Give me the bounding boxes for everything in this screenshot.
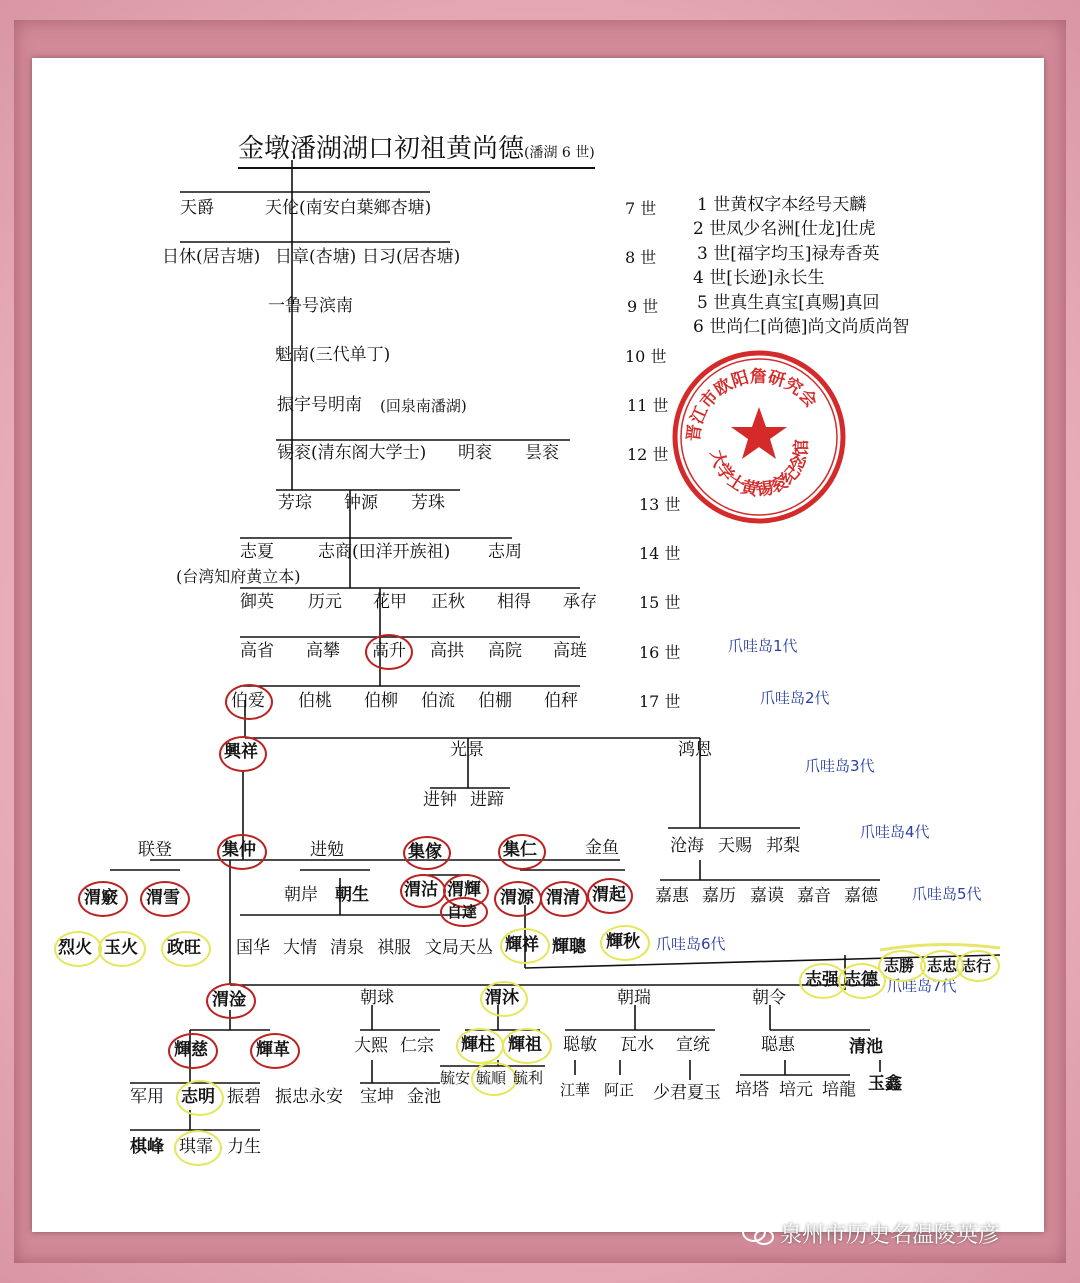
person-name: 嘉德	[844, 886, 878, 906]
highlight-circle	[838, 963, 886, 999]
person-name: 渭源	[500, 888, 534, 908]
person-name: 渭沐	[485, 988, 519, 1008]
watermark-text: 泉州市历史名温陵英彦	[780, 1223, 1001, 1248]
person-name: 金鱼	[585, 838, 619, 858]
person-name: 志德	[844, 970, 878, 990]
person-name: 国华	[236, 938, 270, 958]
chart-title: 金墩潘湖湖口初祖黄尚德(潘湖 6 世)	[238, 128, 595, 169]
generation-label: 9 世	[627, 297, 659, 316]
lineage-note: 1 世黄权字本经号天麟	[697, 195, 867, 215]
highlight-circle	[78, 881, 128, 917]
person-name: 伯流	[421, 691, 455, 711]
java-generation-label: 爪哇岛6代	[656, 935, 726, 953]
java-generation-label: 爪哇岛2代	[760, 689, 830, 707]
person-name: 钟源	[344, 493, 378, 513]
person-name: 朝岸	[284, 885, 318, 905]
person-name: 渭淦	[212, 990, 246, 1010]
person-name: 毓順	[476, 1069, 507, 1087]
person-name: 渭沽	[404, 880, 438, 900]
person-name: 联登	[138, 840, 172, 860]
highlight-circle	[494, 881, 542, 917]
person-name: 嘉历	[702, 886, 736, 906]
person-name: 集傢	[408, 842, 442, 862]
highlight-circle	[250, 1033, 300, 1069]
highlight-circle	[176, 1080, 224, 1116]
person-name: 自達	[447, 903, 478, 921]
highlight-circle	[140, 881, 190, 917]
highlight-circle	[403, 836, 451, 870]
person-name: 集仁	[503, 840, 537, 860]
person-name: 日章(杏塘)	[275, 247, 357, 267]
person-name: 嘉音	[797, 886, 831, 906]
person-name: 进钟	[423, 790, 457, 810]
person-name: 承存	[563, 592, 597, 612]
person-name: 高省	[240, 641, 274, 661]
person-name: 朝令	[752, 988, 786, 1008]
person-name: 志商(田洋开族祖)	[318, 542, 451, 562]
person-name: 志强	[805, 970, 839, 990]
person-name: 渭雪	[146, 888, 180, 908]
person-name: 少君夏玉	[653, 1083, 721, 1103]
generation-label: 10 世	[625, 347, 667, 366]
person-name: 輝祥	[505, 935, 539, 955]
person-name: 宝坤	[360, 1087, 394, 1107]
svg-text:大学士黄锡衮纪念馆: 大学士黄锡衮纪念馆	[705, 439, 813, 501]
person-name: 明衮	[458, 443, 492, 463]
person-name: 祺服	[377, 938, 411, 958]
person-name: 志勝	[884, 957, 915, 975]
person-name: 昙衮	[525, 443, 559, 463]
person-name: 伯柳	[364, 691, 398, 711]
person-name: 朝球	[360, 988, 394, 1008]
person-name: 興祥	[224, 742, 258, 762]
highlight-circle	[471, 1062, 517, 1096]
person-name: 振碧	[227, 1087, 261, 1107]
person-name: 力生	[227, 1137, 261, 1157]
person-name: 高琏	[553, 641, 587, 661]
highlight-circle	[365, 634, 413, 670]
generation-label: 8 世	[625, 248, 657, 267]
person-name: 一鲁号滨南	[268, 296, 353, 316]
person-name: 輝秋	[606, 932, 640, 952]
person-name: 聪惠	[761, 1035, 795, 1055]
person-name: 玉火	[104, 938, 138, 958]
person-name: 鸿恩	[678, 740, 712, 760]
person-name: 仁宗	[400, 1036, 434, 1056]
highlight-circle	[400, 874, 446, 908]
highlight-circle	[956, 950, 1000, 982]
person-name: 文局天丛	[425, 938, 493, 958]
person-name: 清泉	[330, 938, 364, 958]
person-name: 培龍	[822, 1080, 856, 1100]
highlight-circle	[600, 925, 650, 961]
person-name: 邦梨	[766, 836, 800, 856]
person-name: 高拱	[430, 641, 464, 661]
generation-label: 14 世	[639, 544, 681, 563]
person-name: 阿正	[604, 1081, 635, 1099]
person-name: 日习(居杏塘)	[362, 247, 461, 267]
highlight-circle	[456, 1028, 504, 1064]
person-name: 志忠	[927, 957, 958, 975]
person-name: 大情	[283, 938, 317, 958]
person-name: 嘉惠	[655, 886, 689, 906]
wechat-icon	[741, 1221, 775, 1247]
person-name: 花甲	[373, 592, 407, 612]
star-icon	[731, 407, 787, 459]
java-generation-label: 爪哇岛1代	[728, 637, 798, 655]
highlight-circle	[98, 931, 146, 967]
person-name: 輝革	[256, 1040, 290, 1060]
person-name: 高院	[488, 641, 522, 661]
person-name: 志明	[181, 1087, 215, 1107]
person-name: 聪敏	[563, 1035, 597, 1055]
person-name: 渭清	[546, 888, 580, 908]
person-note: (台湾知府黄立本)	[176, 567, 301, 586]
lineage-note: 4 世[长逊]永长生	[693, 268, 825, 288]
person-name: 伯秤	[544, 691, 578, 711]
java-generation-label: 爪哇岛4代	[860, 823, 930, 841]
person-name: 培塔	[735, 1080, 769, 1100]
person-name: 天伦(南安白葉鄉杏塘)	[265, 198, 432, 218]
person-name: 渭起	[592, 885, 626, 905]
java-generation-label: 爪哇岛5代	[912, 885, 982, 903]
person-name: 历元	[308, 592, 342, 612]
person-name: 芳琮	[278, 493, 312, 513]
highlight-circle	[498, 834, 546, 870]
person-name: 集仲	[222, 840, 256, 860]
highlight-circle	[54, 931, 102, 967]
person-name: 伯桃	[298, 691, 332, 711]
person-name: 进勉	[310, 840, 344, 860]
highlight-circle	[502, 1028, 552, 1064]
person-note: (回泉南潘湖)	[380, 397, 467, 415]
java-generation-label: 爪哇岛7代	[887, 977, 957, 995]
generation-label: 7 世	[625, 199, 657, 218]
person-name: 琪霏	[179, 1137, 213, 1157]
person-name: 棋峰	[130, 1137, 164, 1157]
highlight-circle	[161, 931, 211, 967]
lineage-note: 3 世[福字均玉]禄寿香英	[697, 244, 880, 264]
person-name: 高升	[372, 641, 406, 661]
lineage-note: 5 世真生真宝[真赐]真回	[697, 293, 880, 313]
person-name: 志夏	[240, 542, 274, 562]
person-name: 相得	[497, 592, 531, 612]
person-name: 政旺	[167, 938, 201, 958]
person-name: 志行	[961, 957, 992, 975]
highlight-circle	[217, 834, 267, 870]
person-name: 军用	[130, 1087, 164, 1107]
highlight-circle	[225, 684, 273, 720]
highlight-circle	[174, 1130, 222, 1166]
person-name: 清池	[849, 1037, 883, 1057]
person-name: 沧海	[670, 836, 704, 856]
person-name: 輝祖	[508, 1035, 542, 1055]
person-name: 渭輝	[447, 880, 481, 900]
highlight-circle	[587, 878, 633, 914]
person-name: 光景	[450, 740, 484, 760]
highlight-circle	[500, 928, 550, 964]
person-name: 天爵	[180, 198, 214, 218]
person-name: 振忠永安	[275, 1087, 343, 1107]
lineage-note: 6 世尚仁[尚德]尚文尚质尚智	[693, 317, 910, 337]
person-name: 伯爱	[231, 691, 265, 711]
person-name: 御英	[240, 592, 274, 612]
person-name: 培元	[779, 1080, 813, 1100]
person-name: 輝聰	[552, 937, 586, 957]
person-name: 天赐	[718, 836, 752, 856]
person-name: 朝瑞	[617, 988, 651, 1008]
person-name: 江華	[560, 1081, 591, 1099]
person-name: 芳珠	[411, 493, 445, 513]
generation-label: 15 世	[639, 593, 681, 612]
generation-label: 12 世	[627, 445, 669, 464]
person-name: 进蹄	[470, 790, 504, 810]
person-name: 魁南(三代单丁)	[275, 345, 391, 365]
person-name: 烈火	[58, 938, 92, 958]
person-name: 大熙	[354, 1036, 388, 1056]
highlight-circle	[440, 897, 488, 927]
generation-label: 17 世	[639, 692, 681, 711]
person-name: 瓦水	[620, 1035, 654, 1055]
person-name: 志周	[488, 542, 522, 562]
java-generation-label: 爪哇岛3代	[805, 757, 875, 775]
person-name: 伯棚	[478, 691, 512, 711]
person-name: 日休(居吉塘)	[162, 247, 261, 267]
person-name: 朝生	[335, 885, 369, 905]
lineage-note: 2 世凤少名洲[仕龙]仕虎	[693, 219, 876, 239]
person-name: 高攀	[306, 641, 340, 661]
person-name: 毓利	[513, 1069, 544, 1087]
person-name: 振宇号明南	[277, 395, 362, 415]
person-name: 正秋	[431, 592, 465, 612]
highlight-circle	[219, 736, 267, 772]
highlight-circle	[206, 983, 256, 1019]
person-name: 宣统	[676, 1035, 710, 1055]
highlight-circle	[540, 881, 588, 917]
svg-text:晋江市欧阳詹研究会: 晋江市欧阳詹研究会	[683, 366, 821, 443]
person-name: 輝慈	[174, 1040, 208, 1060]
person-name: 玉鑫	[868, 1074, 902, 1094]
person-name: 輝柱	[461, 1035, 495, 1055]
person-name: 渭竅	[84, 888, 118, 908]
red-seal-stamp	[669, 347, 849, 527]
person-name: 毓安	[440, 1069, 471, 1087]
highlight-circle	[168, 1033, 218, 1069]
highlight-circle	[480, 981, 528, 1017]
person-name: 嘉谟	[750, 886, 784, 906]
person-name: 金池	[407, 1087, 441, 1107]
person-name: 锡衮(清东阁大学士)	[277, 443, 427, 463]
generation-label: 16 世	[639, 643, 681, 662]
generation-label: 13 世	[639, 495, 681, 514]
generation-label: 11 世	[627, 396, 669, 415]
